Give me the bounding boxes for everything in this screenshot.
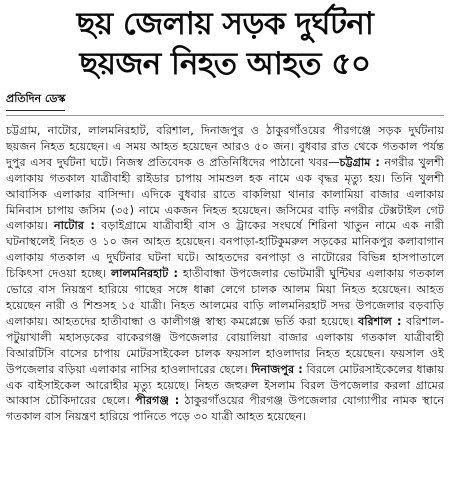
intro-text: চট্টগ্রাম, নাটোর, লালমনিরহাট, বরিশাল, দিনাজপুর ও ঠাকুরগাঁওয়ের পীরগঞ্জে সড়ক দুর্ঘটনায় ছয়জন নিহত হয়েছেন। এ সময় আহত হয়েছেন আরও ৫০ জন। বুধবার রাত থেকে গতকাল পর্যন্ত দুপুর এসব দুর্ঘটনা ঘটে। নিজস্ব প্রতিবেদক ও প্রতিনিধিদের পাঠানো খবর—: [6, 124, 444, 169]
byline: প্রতিদিন ডেস্ক: [6, 90, 65, 111]
headline-line-1: ছয় জেলায় সড়ক দুর্ঘটনা: [76, 6, 374, 42]
location-barishal: বরিশাল :: [358, 314, 402, 328]
article-body: [6, 123, 444, 425]
natore-text: বড়াইগ্রামে যাত্রীবাহী বাস ও ট্রাকের সংঘর্ষে শিরিনা খাতুন নামে এক নারী ঘটনাস্থলেই নিহত ও ১০ জন আহত হয়েছেন। বনপাড়া-হাটিকুমরুল সড়কের মানিকপুর কলাবাগান এলাকায় গতকাল এ দুর্ঘটনার ঘটনা ঘটে। আহতদের বনপাড়া ও নাটোরের বিভিন্ন হাসপাতালে চিকিৎসা দেওয়া হচ্ছে।: [6, 219, 444, 281]
dinajpur-text: বিরলে মোটরসাইকেলের ধাক্কায় এক বাইসাইকেল আরোহীর মৃত্যু হয়েছে। নিহত জহুরুল ইসলাম বিরল উপজেলার করলা গ্রামের আব্বাস চৌকিদারের ছেলে।: [6, 362, 444, 408]
headline-line-2: ছয়জন নিহত আহত ৫০: [79, 46, 371, 82]
barishal-text: বরিশাল-পটুয়াখালী মহাসড়কের বাকেরগঞ্জ উপজেলার বোয়ালিয়া বাজার এলাকায় গতকাল যাত্রীবাহী বিআরটিসি বাসের চাপায় মোটরসাইকেল চালক ফয়সাল হাওলাদার নিহত হয়েছেন। ফয়সাল ওই উপজেলার বড়িয়া এলাকার নাসির হাওলাদারের ছেলে।: [6, 314, 445, 376]
article-paragraph: [6, 123, 444, 425]
lalmonirhat-text: হাতীবান্ধা উপজেলার ভোটমারী ঘুন্টিঘর এলাকায় গতকাল ভোরে বাস নিয়ন্ত্রণ হারিয়ে গাছের সঙ্গে ধাক্কা লেগে চালক আলম মিয়া নিহত হয়েছেন। আহত হয়েছেন নারী ও শিশুসহ ১৫ যাত্রী। নিহত আলমের বাড়ি লালমনিরহাট সদর উপজেলার বড়বাড়ি এলাকায়। আহতদের হাতীবান্ধা ও কালীগঞ্জ স্বাস্থ্য কমপ্লেক্সে ভর্তি করা হয়েছে।: [6, 267, 444, 328]
location-lalmonirhat: লালমনিরহাট :: [110, 267, 179, 281]
location-natore: নাটোর :: [53, 219, 95, 233]
divider: [6, 115, 444, 116]
location-pirganj: পীরগঞ্জ :: [135, 394, 180, 408]
chattogram-text: নগরীর খুলশী এলাকায় গতকাল যাত্রীবাহী রাইডার চাপায় সামশুল হক নামে এক বৃদ্ধর মৃত্যু হয়। তিনি খুলশী আবাসিক এলাকার বাসিন্দা। এদিকে বুধবার রাতে বাকলিয়া থানার কালামিয়া বাজার এলাকায় মিনিবাস চাপায় জসিম (৩৫) নামে একজন নিহত হয়েছেন। জসিমের বাড়ি নগরীর টেক্সটাইল গেট এলাকায়।: [6, 155, 444, 233]
pirganj-text: ঠাকুরগাঁওয়ের পীরগঞ্জ উপজেলার যোগ্যাপীর নামক স্থানে গতকাল বাস নিয়ন্ত্রণ হারিয়ে পানিতে পড়ে ৩০ যাত্রী আহত হয়েছেন।: [6, 394, 444, 424]
location-dinajpur: দিনাজপুর :: [251, 362, 303, 376]
location-chattogram: চট্টগ্রাম :: [339, 155, 380, 169]
